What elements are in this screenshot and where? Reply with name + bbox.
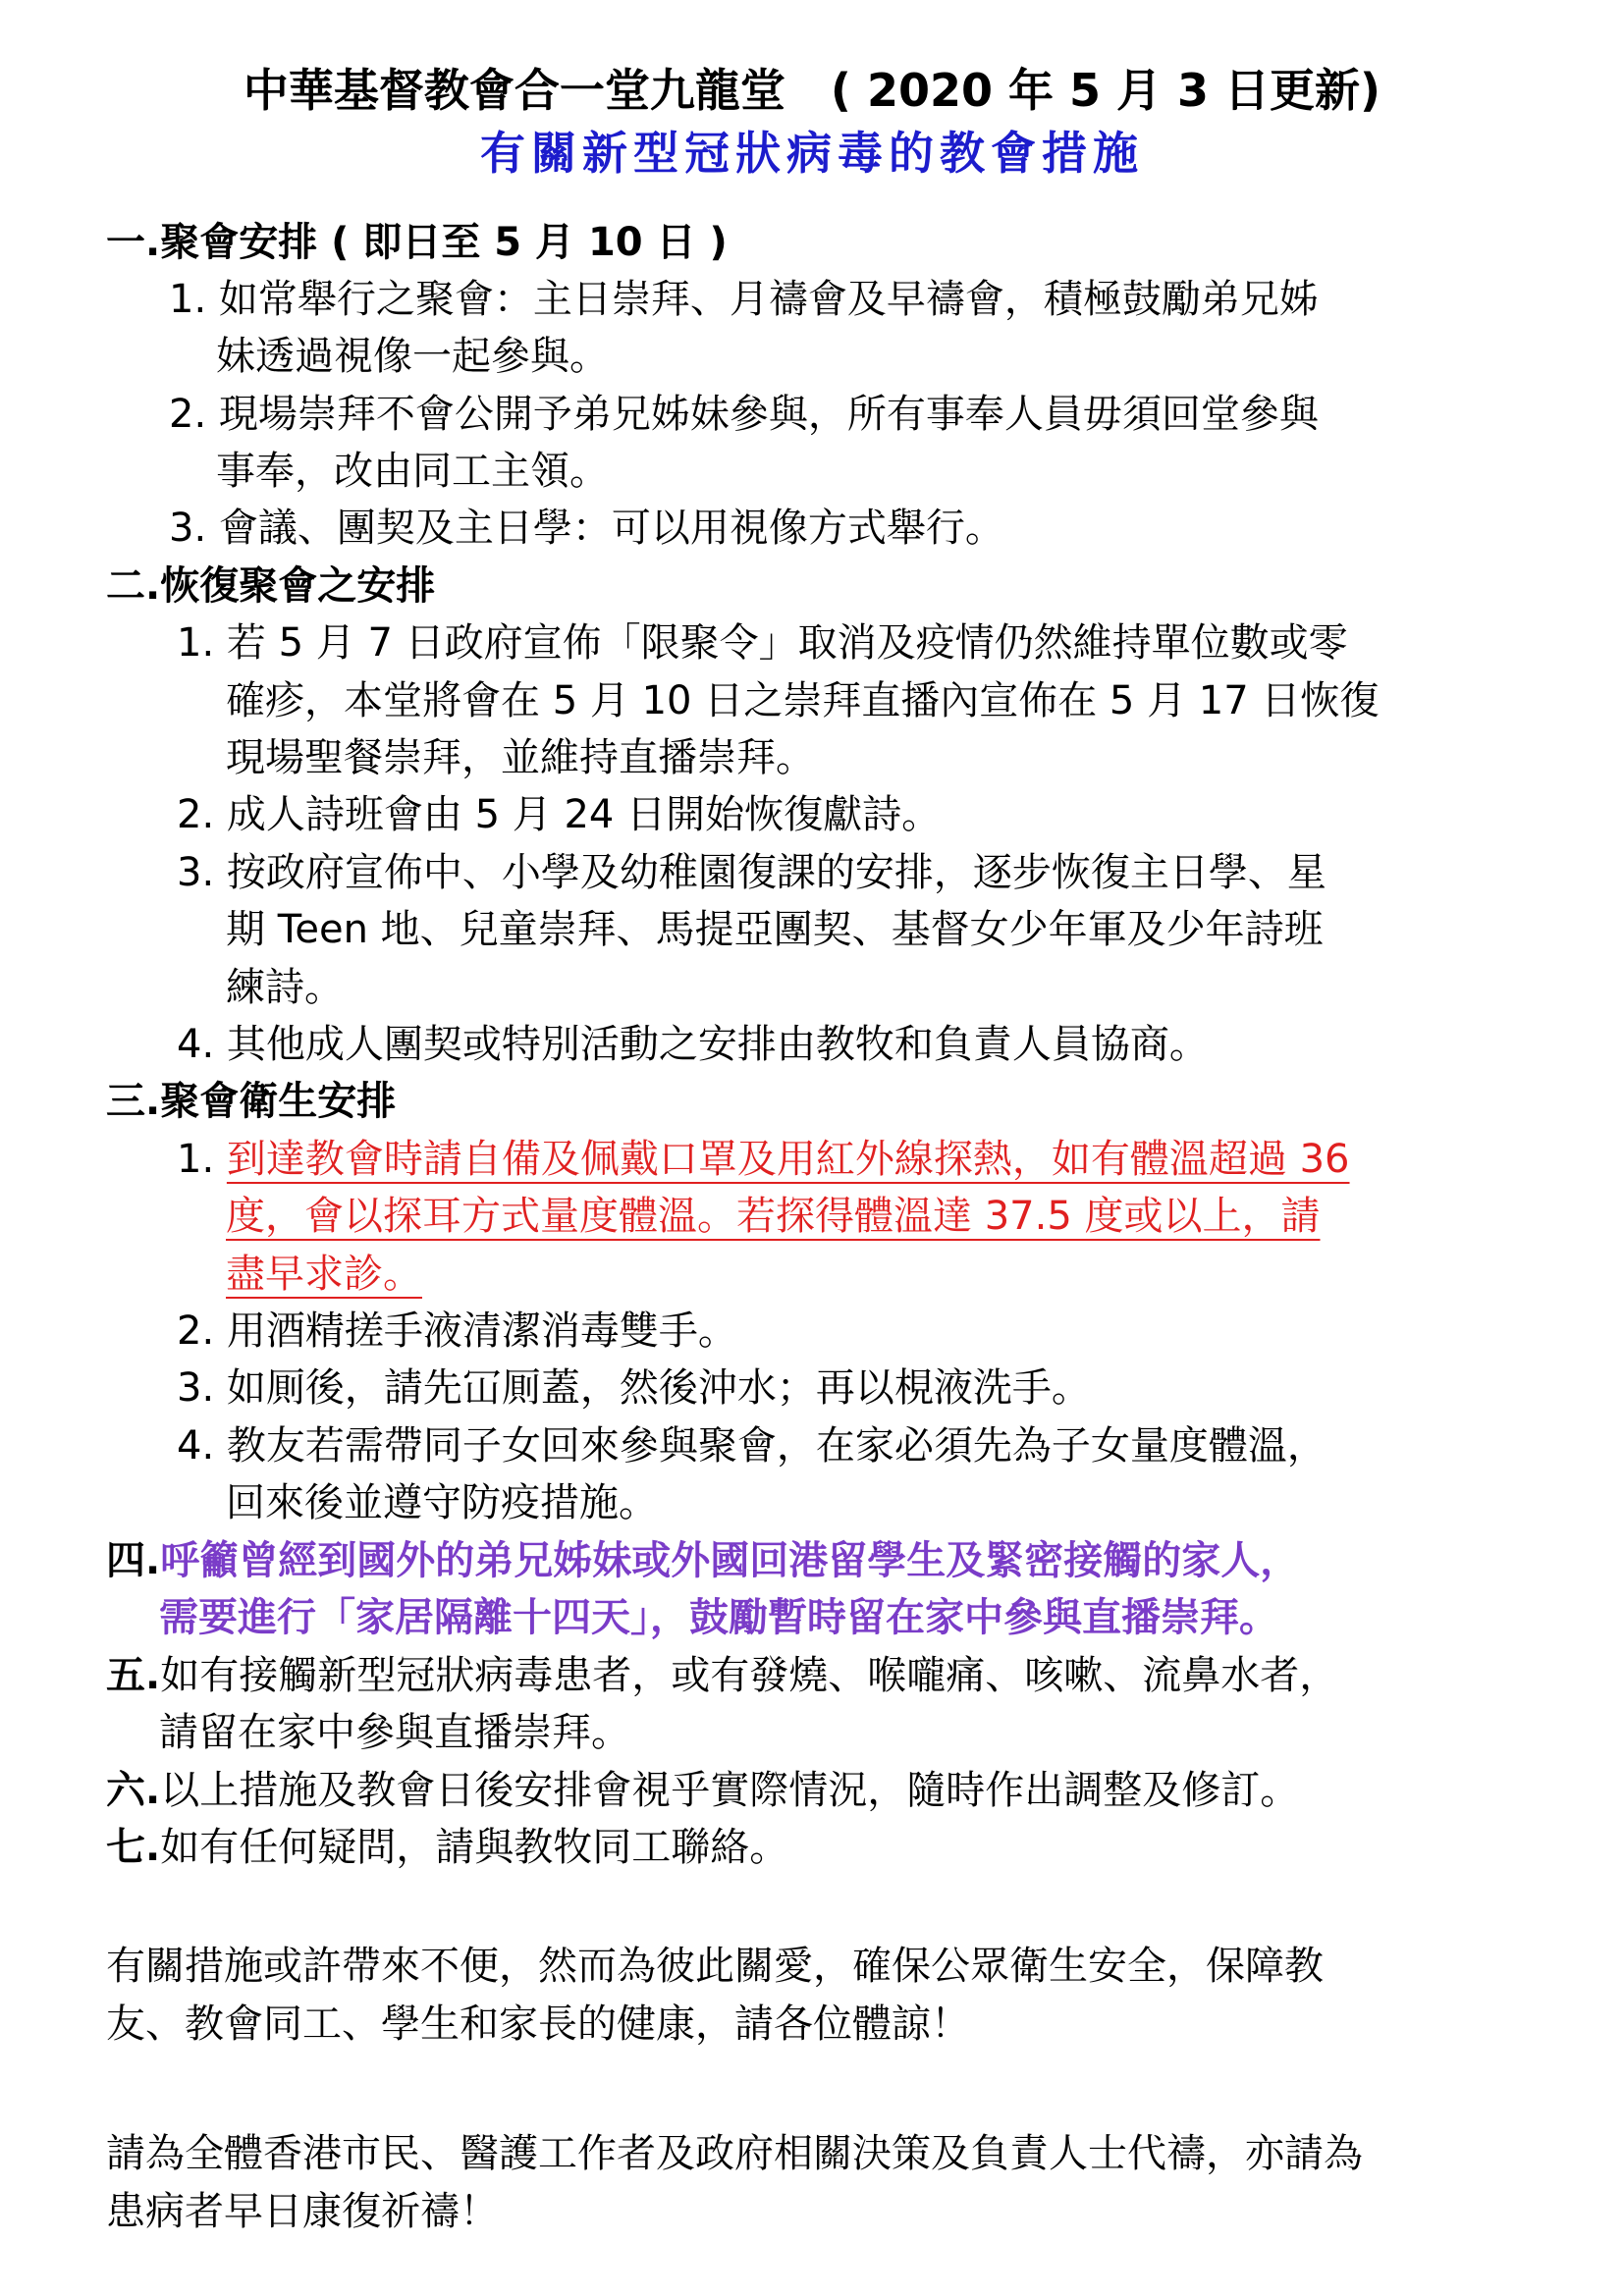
s3-item-1-line-3: 盡早求診。: [226, 1252, 422, 1297]
s3-item-2-line-1: 2. 用酒精搓手液清潔消毒雙手。: [177, 1308, 737, 1354]
page-subtitle: 有關新型冠狀病毒的教會措施: [480, 127, 1144, 180]
section-7-marker: 七.: [106, 1825, 161, 1870]
s2-item-2-line-1: 2. 成人詩班會由 5 月 24 日開始恢復獻詩。: [177, 792, 942, 837]
s1-item-1-number: 1.: [169, 277, 207, 322]
section-5-line-2: 請留在家中參與直播崇拜。: [159, 1710, 630, 1755]
closing-paragraph-1-line-2: 友、教會同工、學生和家長的健康，請各位體諒！: [106, 2002, 970, 2047]
s1-item-2-line-2: 事奉，改由同工主領。: [216, 449, 609, 494]
s3-item-1-line-2: 度，會以探耳方式量度體溫。若探得體溫達 37.5 度或以上，請: [226, 1194, 1321, 1239]
closing-paragraph-1-line-1: 有關措施或許帶來不便，然而為彼此關愛，確保公眾衛生安全，保障教: [106, 1944, 1324, 1989]
section-6-line-1: 六.以上措施及教會日後安排會視乎實際情況，隨時作出調整及修訂。: [106, 1768, 1300, 1813]
s2-item-1-line-3: 現場聖餐崇拜，並維持直播崇拜。: [226, 735, 815, 780]
s2-item-4-number: 4.: [177, 1022, 215, 1067]
section-3-marker: 三.: [106, 1079, 161, 1124]
s2-item-4-line-1: 4. 其他成人團契或特別活動之安排由教牧和負責人員協商。: [177, 1022, 1209, 1067]
s3-item-4-line-2: 回來後並遵守防疫措施。: [226, 1480, 658, 1525]
section-6-marker: 六.: [106, 1768, 161, 1813]
s2-item-1-number: 1.: [177, 620, 215, 666]
s1-item-3-line-1: 3. 會議、團契及主日學：可以用視像方式舉行。: [169, 506, 1004, 551]
section-3-title: 聚會衛生安排: [160, 1079, 397, 1124]
section-7-line-1: 七.如有任何疑問，請與教牧同工聯絡。: [106, 1825, 789, 1870]
s2-item-3-number: 3.: [177, 850, 215, 895]
s3-item-3-number: 3.: [177, 1365, 215, 1411]
s1-item-2-number: 2.: [169, 392, 207, 437]
s2-item-2-number: 2.: [177, 792, 215, 837]
closing-paragraph-2-line-2: 患病者早日康復祈禱！: [106, 2189, 499, 2234]
s1-item-1-line-1: 1. 如常舉行之聚會：主日崇拜、月禱會及早禱會，積極鼓勵弟兄姊: [169, 277, 1319, 322]
page-title: 中華基督教會合一堂九龍堂 ( 2020 年 5 月 3 日更新): [243, 64, 1381, 117]
s3-item-2-number: 2.: [177, 1308, 215, 1354]
section-1-marker: 一.: [106, 220, 161, 265]
s3-item-4-number: 4.: [177, 1423, 215, 1468]
s3-item-1-line-1: [177, 1132, 1350, 1187]
s2-item-1-line-2: 確疹，本堂將會在 5 月 10 日之崇拜直播內宣佈在 5 月 17 日恢復: [226, 678, 1380, 723]
s1-item-3-number: 3.: [169, 506, 207, 551]
section-1-heading: [106, 215, 728, 270]
s3-item-1-warning-text: 到達教會時請自備及佩戴口罩及用紅外線探熱，如有體溫超過 36: [226, 1137, 1350, 1182]
section-1-title: 聚會安排 ( 即日至 5 月 10 日 ): [160, 220, 728, 265]
section-4-marker: 四.: [106, 1538, 161, 1583]
section-5-line-1: 五.如有接觸新型冠狀病毒患者，或有發燒、喉嚨痛、咳嗽、流鼻水者，: [106, 1653, 1339, 1698]
s1-item-1-line-2: 妹透過視像一起參與。: [216, 334, 609, 379]
section-2-heading: [106, 559, 435, 614]
s2-item-3-line-3: 練詩。: [226, 965, 344, 1010]
section-3-heading: [106, 1074, 396, 1129]
s2-item-3-line-1: 3. 按政府宣佈中、小學及幼稚園復課的安排，逐步恢復主日學、星: [177, 850, 1326, 895]
section-2-title: 恢復聚會之安排: [160, 563, 436, 609]
s3-item-1-number: 1.: [177, 1137, 215, 1182]
s3-item-4-line-1: 4. 教友若需帶同子女回來參與聚會，在家必須先為子女量度體溫，: [177, 1423, 1326, 1468]
section-4-line-1: [106, 1533, 1299, 1588]
closing-paragraph-2-line-1: 請為全體香港市民、醫護工作者及政府相關決策及負責人士代禱，亦請為: [106, 2131, 1363, 2176]
section-4-text: 呼籲曾經到國外的弟兄姊妹或外國回港留學生及緊密接觸的家人，: [160, 1538, 1300, 1583]
s1-item-2-line-1: 2. 現場崇拜不會公開予弟兄姊妹參與，所有事奉人員毋須回堂參與: [169, 392, 1319, 437]
section-4-line-2: 需要進行「家居隔離十四天」，鼓勵暫時留在家中參與直播崇拜。: [159, 1595, 1278, 1640]
section-5-marker: 五.: [106, 1653, 161, 1698]
section-2-marker: 二.: [106, 563, 161, 609]
s2-item-1-line-1: 1. 若 5 月 7 日政府宣佈「限聚令」取消及疫情仍然維持單位數或零: [177, 620, 1348, 666]
s2-item-3-line-2: 期 Teen 地、兒童崇拜、馬提亞團契、基督女少年軍及少年詩班: [226, 907, 1324, 952]
s3-item-3-line-1: 3. 如厠後，請先冚厠蓋，然後沖水；再以梘液洗手。: [177, 1365, 1091, 1411]
